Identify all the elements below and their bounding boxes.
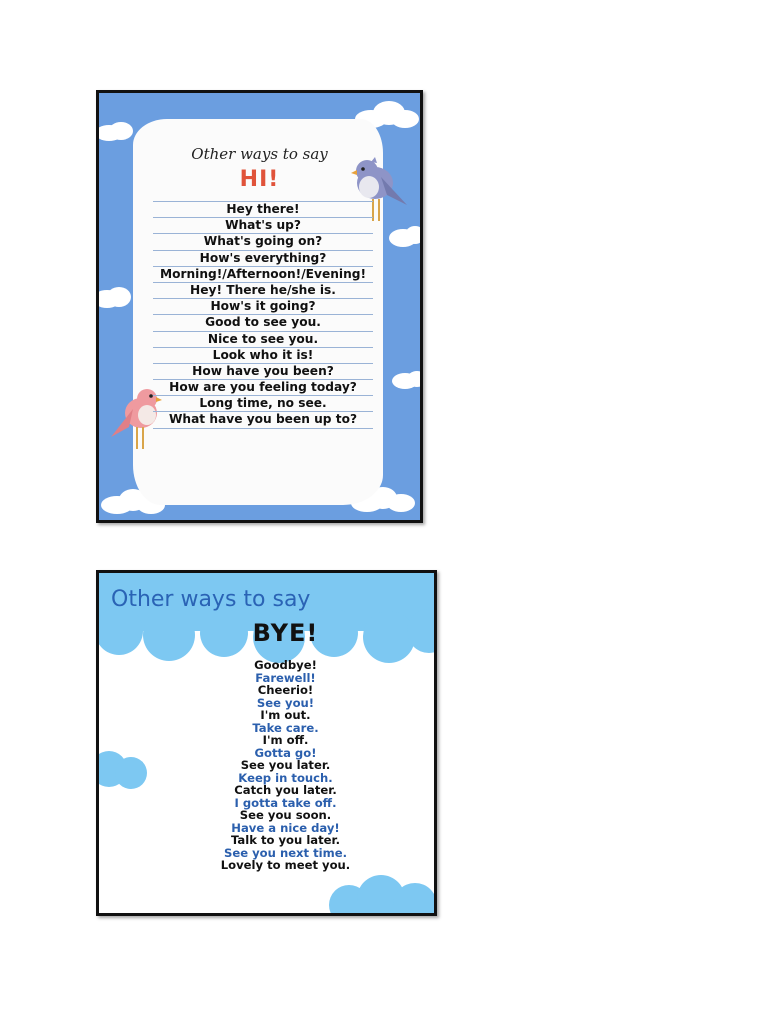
hi-phrase: Good to see you. (153, 314, 373, 330)
hi-phrase: Look who it is! (153, 347, 373, 363)
hi-phrase: Hey there! (153, 201, 373, 217)
hi-phrase-list (153, 201, 373, 429)
bye-phrase: I'm off. (262, 733, 309, 747)
hi-phrase: What have you been up to? (153, 411, 373, 428)
cloud-icon (385, 223, 423, 249)
bye-phrase: Cheerio! (257, 683, 314, 697)
hi-phrase: How have you been? (153, 363, 373, 379)
cloud-icon (323, 875, 434, 915)
hi-phrase: Morning!/Afternoon!/Evening! (153, 266, 373, 282)
bye-phrase: See you next time. (224, 845, 347, 860)
hi-phrase: How are you feeling today? (153, 379, 373, 395)
bye-phrase: I gotta take off. (234, 795, 337, 810)
bye-phrase: See you soon. (239, 808, 332, 822)
hi-phrase: How's it going? (153, 298, 373, 314)
hi-phrase: Hey! There he/she is. (153, 282, 373, 298)
hi-phrase: Long time, no see. (153, 395, 373, 411)
hi-title-line-1: Other ways to say (191, 145, 328, 163)
bye-phrase: Have a nice day! (231, 820, 340, 835)
bye-title-line-1: Other ways to say (111, 587, 311, 612)
hi-phrase: What's going on? (153, 233, 373, 249)
bye-phrase: Lovely to meet you. (220, 858, 351, 872)
hi-phrase: Nice to see you. (153, 331, 373, 347)
bye-phrase-list (99, 659, 434, 872)
hi-title-line-2: HI! (239, 167, 280, 192)
bye-poster (96, 570, 437, 916)
bye-title-line-2: BYE! (252, 619, 319, 647)
cloud-icon (387, 367, 423, 391)
bye-phrase: Talk to you later. (231, 833, 340, 847)
bye-phrase: Farewell! (255, 670, 316, 685)
bye-phrase: Goodbye! (254, 658, 317, 672)
cloud-icon (96, 283, 137, 311)
bye-phrase: See you! (256, 695, 315, 710)
bye-phrase: Keep in touch. (238, 770, 333, 785)
bye-phrase: I'm out. (260, 708, 311, 722)
hi-phrase: What's up? (153, 217, 373, 233)
bye-phrase: See you later. (240, 758, 331, 772)
bye-phrase: Catch you later. (234, 783, 337, 797)
bye-phrase: Gotta go! (254, 745, 317, 760)
bye-phrase: Take care. (252, 720, 319, 735)
hi-phrase: How's everything? (153, 250, 373, 266)
hi-poster (96, 90, 423, 523)
